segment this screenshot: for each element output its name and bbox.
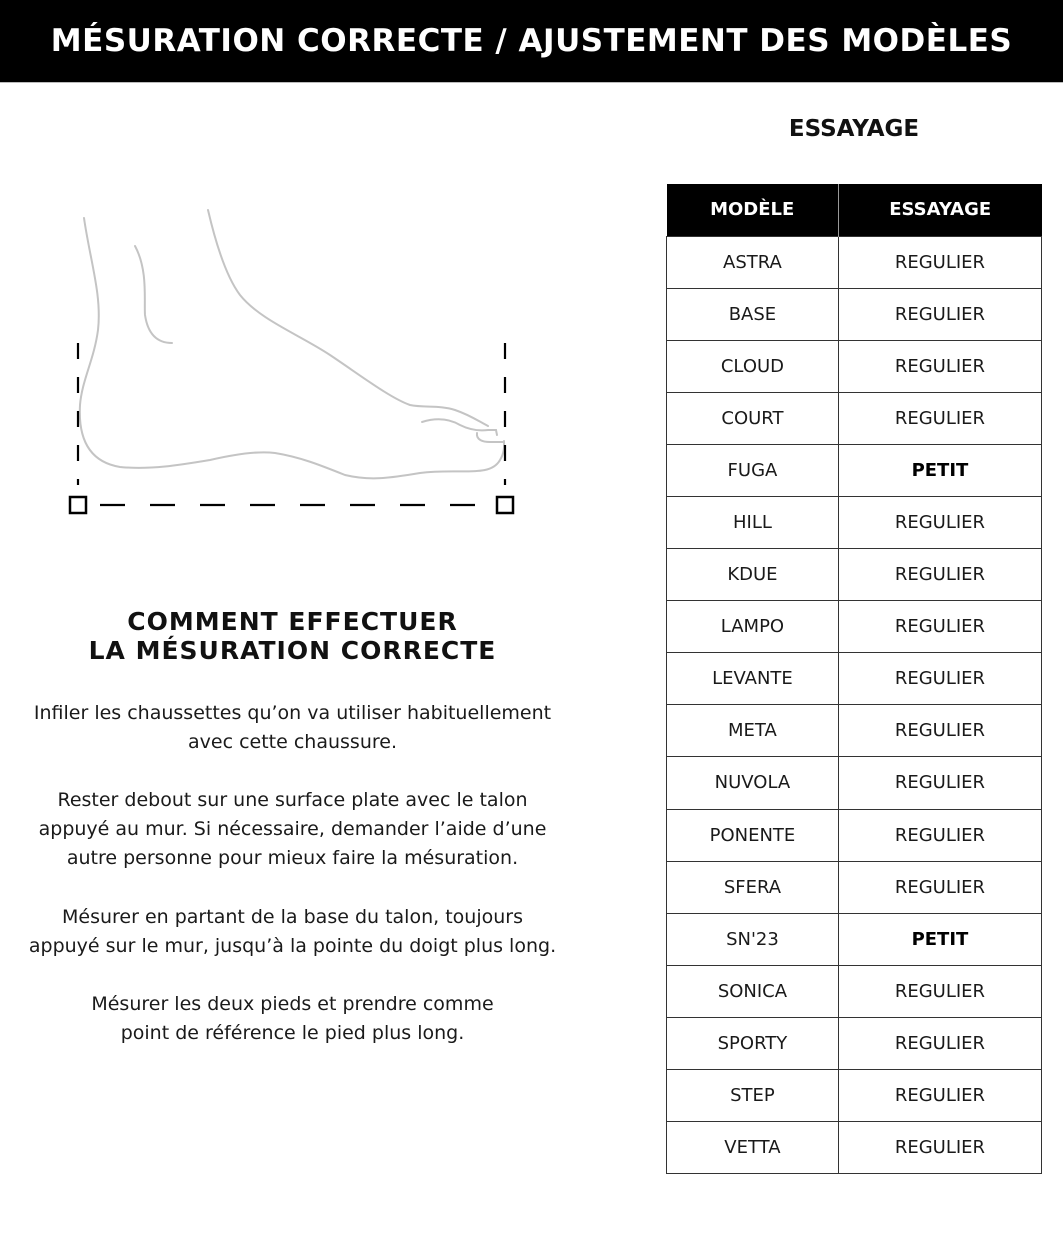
foot-ankle-line [135,246,172,343]
page-banner [0,0,1063,83]
foot-heel-back-line [80,218,504,478]
instruction-paragraph [10,990,575,1048]
table-row [667,653,1042,705]
instruction-line: autre personne pour mieux faire la mésuration. [66,847,519,869]
model-cell: SFERA [667,861,839,913]
foot-toenail [477,433,503,442]
model-cell: META [667,705,839,757]
instruction-line: appuyé sur le mur, jusqu’à la pointe du doigt plus long. [28,935,557,957]
instruction-paragraph [10,786,575,873]
fit-cell: REGULIER [838,1070,1041,1122]
foot-measurement-icon [60,200,530,530]
toe-marker [497,497,513,513]
howto-title-line2: LA MÉSURATION CORRECTE [88,636,497,665]
model-cell: COURT [667,392,839,444]
model-cell: FUGA [667,444,839,496]
instruction-line: appuyé au mur. Si nécessaire, demander l’aide d’une [38,818,547,840]
column-header-model: MODÈLE [667,184,839,236]
measure-guides [70,343,513,513]
table-row [667,1122,1042,1174]
model-cell: LEVANTE [667,653,839,705]
model-cell: ASTRA [667,236,839,288]
fit-table-body [667,236,1042,1174]
table-row [667,392,1042,444]
model-cell: CLOUD [667,340,839,392]
fit-cell: REGULIER [838,549,1041,601]
fit-cell: REGULIER [838,392,1041,444]
model-cell: NUVOLA [667,757,839,809]
howto-title [20,607,565,665]
model-cell: HILL [667,496,839,548]
model-cell: BASE [667,288,839,340]
model-cell: KDUE [667,549,839,601]
fit-cell: REGULIER [838,496,1041,548]
fit-cell: REGULIER [838,288,1041,340]
fit-cell: REGULIER [838,653,1041,705]
model-cell: SPORTY [667,1017,839,1069]
table-row [667,340,1042,392]
foot-outline [80,210,504,478]
fit-cell: REGULIER [838,705,1041,757]
table-row [667,288,1042,340]
instruction-line: Mésurer les deux pieds et prendre comme [91,993,494,1015]
table-row [667,601,1042,653]
instruction-line: Mésurer en partant de la base du talon, toujours [62,906,523,928]
instruction-line: Infiler les chaussettes qu’on va utiliser habituellement [33,702,552,724]
instruction-paragraph [10,699,575,757]
fit-cell: PETIT [838,913,1041,965]
fit-cell: REGULIER [838,340,1041,392]
fit-table-heading: ESSAYAGE [788,116,920,142]
instruction-line: Rester debout sur une surface plate avec le talon [57,789,528,811]
model-cell: STEP [667,1070,839,1122]
fit-cell: REGULIER [838,1122,1041,1174]
model-cell: SONICA [667,965,839,1017]
fit-cell: REGULIER [838,757,1041,809]
fit-cell: REGULIER [838,965,1041,1017]
foot-top-line [208,210,488,426]
table-row [667,757,1042,809]
foot-toe-line [422,419,497,435]
table-row [667,861,1042,913]
model-cell: LAMPO [667,601,839,653]
fit-cell: PETIT [838,444,1041,496]
table-row [667,1070,1042,1122]
model-cell: PONENTE [667,809,839,861]
fit-cell: REGULIER [838,601,1041,653]
column-header-fit: ESSAYAGE [838,184,1041,236]
table-row [667,913,1042,965]
banner-title: MÉSURATION CORRECTE / AJUSTEMENT DES MODÈLES [50,23,1013,59]
fit-table-header-row [667,184,1042,236]
instruction-line: point de référence le pied plus long. [120,1022,465,1044]
fit-cell: REGULIER [838,236,1041,288]
instruction-line: avec cette chaussure. [188,731,397,753]
model-cell: SN'23 [667,913,839,965]
table-row [667,496,1042,548]
instruction-paragraph [10,903,575,961]
table-row [667,965,1042,1017]
fit-cell: REGULIER [838,1017,1041,1069]
fit-cell: REGULIER [838,809,1041,861]
table-row [667,549,1042,601]
table-row [667,705,1042,757]
table-row [667,1017,1042,1069]
table-row [667,809,1042,861]
table-row [667,236,1042,288]
table-row [667,444,1042,496]
heel-marker [70,497,86,513]
model-cell: VETTA [667,1122,839,1174]
fit-table [666,184,1042,1174]
howto-title-line1: COMMENT EFFECTUER [127,607,458,636]
fit-cell: REGULIER [838,861,1041,913]
